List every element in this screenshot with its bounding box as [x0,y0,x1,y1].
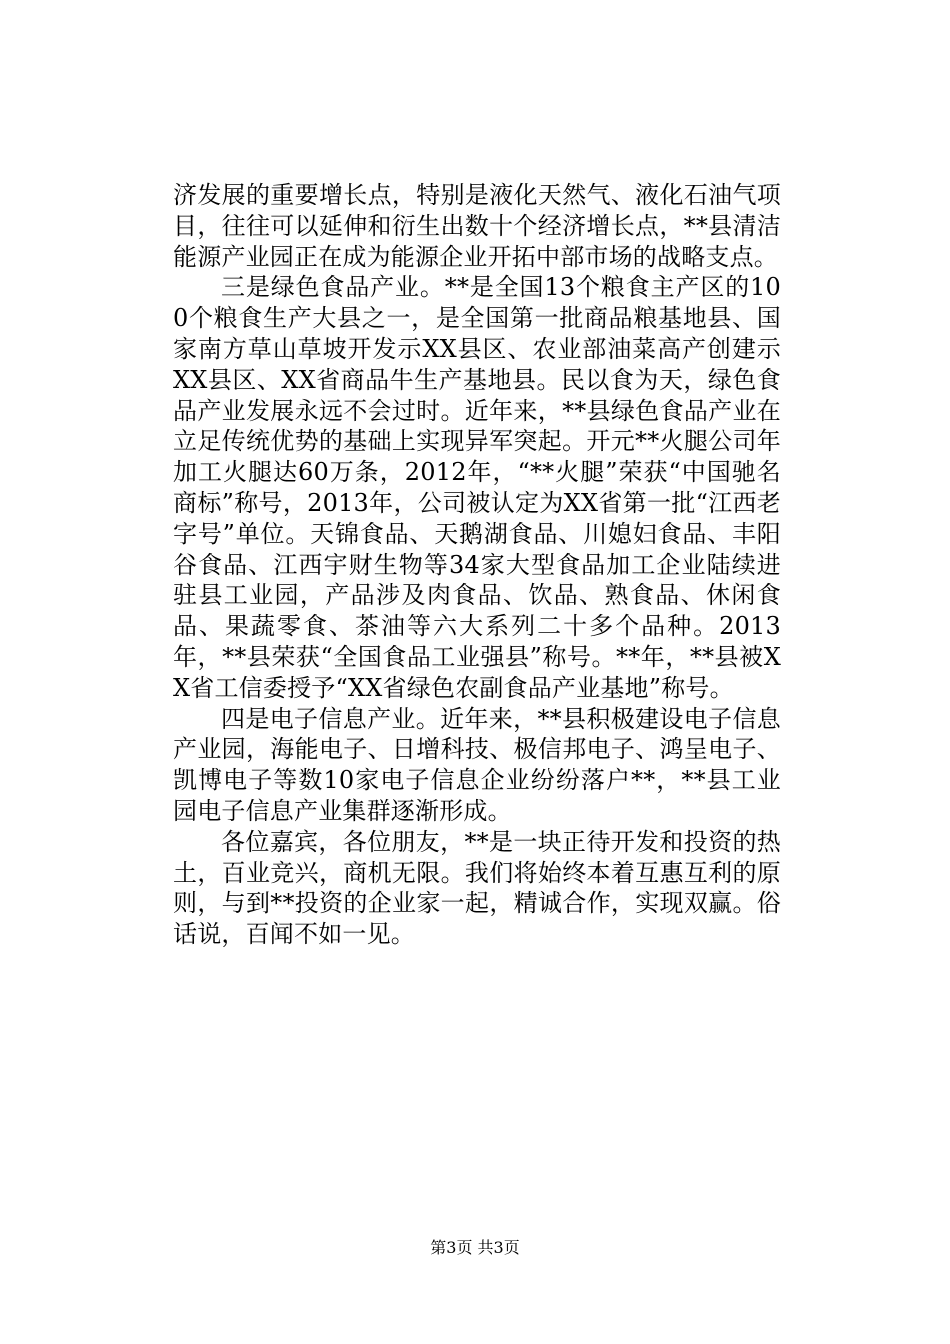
page-number-footer: 第3页 共3页 [430,1238,520,1257]
paragraph-closing-remarks: 各位嘉宾，各位朋友，**是一块正待开发和投资的热土，百业竞兴，商机无限。我们将始终本着互惠互利的原则，与到**投资的企业家一起，精诚合作，实现双赢。俗话说，百闻不如一见。 [173,827,781,949]
paragraph-electronic-info-industry: 四是电子信息产业。近年来，**县积极建设电子信息产业园，海能电子、日增科技、极信邦电子、鸿呈电子、凯博电子等数10家电子信息企业纷纷落户**，**县工业园电子信息产业集群逐渐形成。 [173,704,781,825]
paragraph-intro-continuation: 济发展的重要增长点，特别是液化天然气、液化石油气项目，往往可以延伸和衍生出数十个经济增长点，**县清洁能源产业园正在成为能源企业开拓中部市场的战略支点。 [173,181,781,271]
document-body [173,180,781,950]
paragraph-green-food-industry: 三是绿色食品产业。**是全国13个粮食主产区的100个粮食生产大县之一，是全国第一批商品粮基地县、国家南方草山草坡开发示XX县区、农业部油菜高产创建示XX县区、XX省商品牛生产基地县。民以食为天，绿色食品产业发展永远不会过时。近年来，**县绿色食品产业在立足传统优势的基础上实现异军突起。开元**火腿公司年加工火腿达60万条，2012年，“**火腿”荣获“中国驰名商标”称号，2013年，公司被认定为XX省第一批“江西老字号”单位。天锦食品、天鹅湖食品、川媳妇食品、丰阳谷食品、江西宇财生物等34家大型食品加工企业陆续进驻县工业园，产品涉及肉食品、饮品、熟食品、休闲食品、果蔬零食、茶油等六大系列二十多个品种。2013年，**县荣获“全国食品工业强县”称号。**年，**县被XX省工信委授予“XX省绿色农副食品产业基地”称号。 [173,273,781,702]
